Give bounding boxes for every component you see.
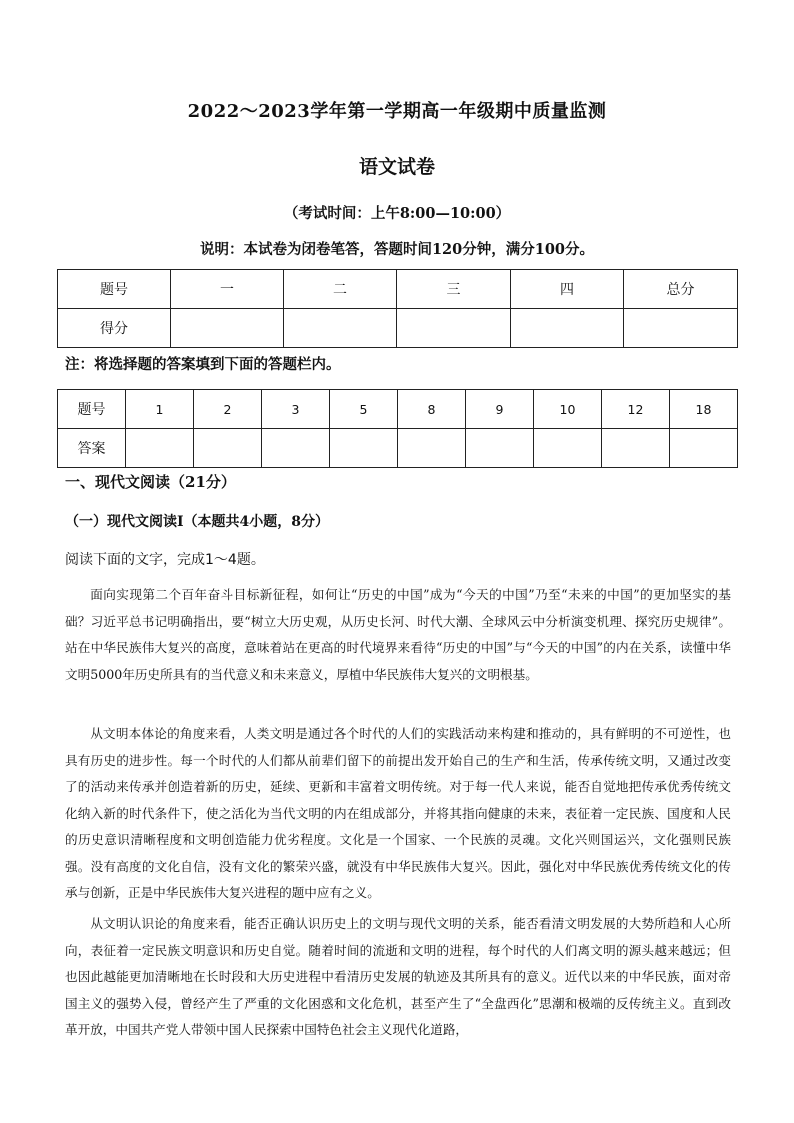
score-table xyxy=(57,269,738,348)
answer-cell[interactable] xyxy=(330,429,398,468)
answer-table-header-row xyxy=(58,390,738,429)
score-row-label-score: 得分 xyxy=(58,309,171,348)
question-number: 9 xyxy=(466,390,534,429)
question-number: 10 xyxy=(534,390,602,429)
score-table-header-row xyxy=(58,270,738,309)
score-col-total: 总分 xyxy=(624,270,738,309)
subsection-title: （一）现代文阅读Ⅰ（本题共4小题，8分） xyxy=(65,514,330,530)
answer-cell[interactable] xyxy=(534,429,602,468)
answer-cell[interactable] xyxy=(194,429,262,468)
answer-cell[interactable] xyxy=(602,429,670,468)
score-cell[interactable] xyxy=(284,309,397,348)
passage-paragraph-3: 从文明认识论的角度来看，能否正确认识历史上的文明与现代文明的关系，能否看清文明发展的大势所趋和人心所向，表征着一定民族文明意识和历史自觉。随着时间的流逝和文明的进程，每个时代的人们离文明的源头越来越远；但也因此越能更加清晰地在长时段和大历史进程中看清历史发展的轨迹及其所具有的意义。近代以来的中华民族，面对帝国主义的强势入侵，曾经产生了严重的文化困惑和文化危机，甚至产生了“全盘西化”思潮和极端的反传统主义。直到改革开放，中国共产党人带领中国人民探索中国特色社会主义现代化道路， xyxy=(65,916,731,1037)
exam-description: 说明：本试卷为闭卷笔答，答题时间120分钟，满分100分。 xyxy=(199,241,595,258)
score-col-2: 二 xyxy=(284,270,397,309)
exam-time: （考试时间：上午8:00—10:00） xyxy=(283,205,511,222)
score-col-4: 四 xyxy=(511,270,624,309)
score-cell[interactable] xyxy=(624,309,738,348)
answer-table xyxy=(57,389,738,468)
question-number: 1 xyxy=(126,390,194,429)
section-title: 一、现代文阅读（21分） xyxy=(65,473,236,491)
answer-row-label-answer: 答案 xyxy=(58,429,126,468)
answer-cell[interactable] xyxy=(466,429,534,468)
question-number: 2 xyxy=(194,390,262,429)
question-number: 8 xyxy=(398,390,466,429)
question-number: 5 xyxy=(330,390,398,429)
answer-cell[interactable] xyxy=(126,429,194,468)
score-row-label-number: 题号 xyxy=(58,270,171,309)
answer-cell[interactable] xyxy=(262,429,330,468)
score-col-3: 三 xyxy=(397,270,511,309)
score-table-score-row xyxy=(58,309,738,348)
question-number: 3 xyxy=(262,390,330,429)
answer-cell[interactable] xyxy=(398,429,466,468)
answer-table-answer-row xyxy=(58,429,738,468)
exam-subtitle: 语文试卷 xyxy=(358,156,435,178)
answer-row-label-number: 题号 xyxy=(58,390,126,429)
question-number: 12 xyxy=(602,390,670,429)
passage-paragraph-1: 面向实现第二个百年奋斗目标新征程，如何让“历史的中国”成为“今天的中国”乃至“未来的中国”的更加坚实的基础？习近平总书记明确指出，要“树立大历史观，从历史长河、时代大潮、全球风云中分析演变机理、探究历史规律”。站在中华民族伟大复兴的高度，意味着站在更高的时代境界来看待“历史的中国”与“今天的中国”的内在关系，读懂中华文明5000年历史所具有的当代意义和未来意义，厚植中华民族伟大复兴的文明根基。 xyxy=(65,587,731,682)
exam-title: 2022～2023学年第一学期高一年级期中质量监测 xyxy=(187,101,607,122)
reading-instruction: 阅读下面的文字，完成1～4题。 xyxy=(65,552,265,568)
score-cell[interactable] xyxy=(397,309,511,348)
question-number: 18 xyxy=(670,390,738,429)
score-cell[interactable] xyxy=(511,309,624,348)
score-cell[interactable] xyxy=(171,309,284,348)
score-col-1: 一 xyxy=(171,270,284,309)
passage-paragraph-2: 从文明本体论的角度来看，人类文明是通过各个时代的人们的实践活动来构建和推动的，具有鲜明的不可逆性，也具有历史的进步性。每一个时代的人们都从前辈们留下的前提出发开始自己的生产和生活，传承传统文明，又通过改变了的活动来传承并创造着新的历史，延续、更新和丰富着文明传统。对于每一代人来说，能否自觉地把传承优秀传统文化纳入新的时代条件下，使之活化为当代文明的内在组成部分，并将其指向健康的未来，表征着一定民族、国度和人民的历史意识清晰程度和文明创造能力优劣程度。文化是一个国家、一个民族的灵魂。文化兴则国运兴，文化强则民族强。没有高度的文化自信，没有文化的繁荣兴盛，就没有中华民族伟大复兴。因此，强化对中华民族优秀传统文化的传承与创新，正是中华民族伟大复兴进程的题中应有之义。 xyxy=(65,726,731,900)
answer-cell[interactable] xyxy=(670,429,738,468)
answer-note: 注：将选择题的答案填到下面的答题栏内。 xyxy=(65,356,341,373)
